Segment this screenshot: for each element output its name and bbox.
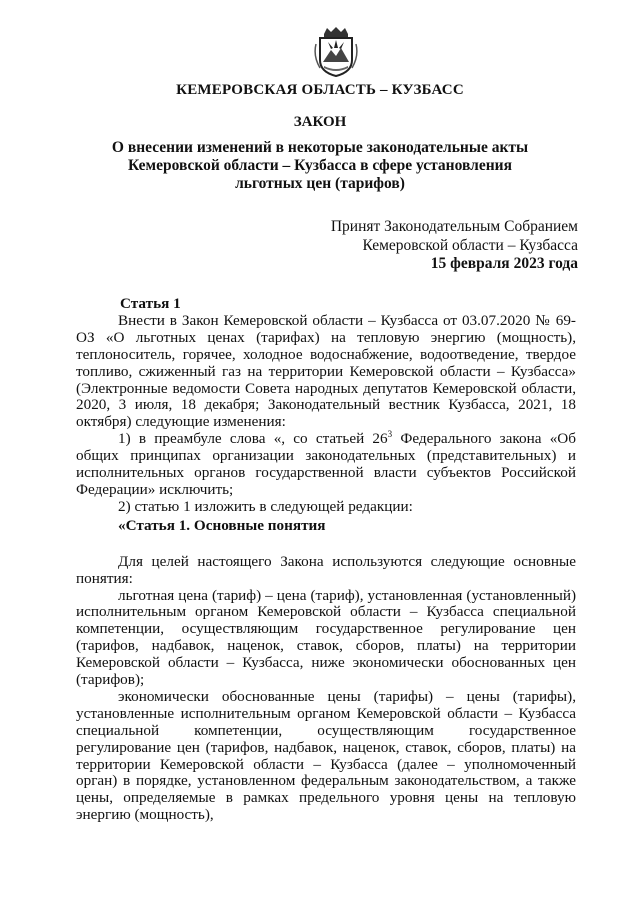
adoption-date: 15 февраля 2023 года <box>430 255 578 272</box>
footnote-superscript: 3 <box>387 429 393 440</box>
definition-paragraph: льготная цена (тариф) – цена (тариф), установленная (установленный) исполнительным органом Кемеровской области – Кузбасса специальной компетенции, осуществляющим государственное регулирование цен (тарифов, надбавок, наценок, ставок, сборов, платы) на территории Кемеровской области – Кузбасса, ниже экономически обоснованных цен (тарифов); <box>76 586 576 689</box>
concepts-intro: Для целей настоящего Закона используются следующие основные понятия: <box>76 552 576 587</box>
amendment-item-1-text-cont: Федерального закона «Об общих принципах организации законодательных (представительных) и исполнительных органов государственной власти субъектов Российской Федерации» исключить; <box>76 430 576 498</box>
definition-paragraph: экономически обоснованные цены (тарифы) – цены (тарифы), установленные исполнительным органом Кемеровской области – Кузбасса специальной компетенции, осуществляющим государственное регулирование цен (тарифов, надбавок, наценок, ставок, сборов, платы) на территории Кемеровской области – Кузбасса (далее – уполномоченный орган) в порядке, установленном федеральным законодательством, а также цены, определяемые в рамках предельного уровня цены на тепловую энергию (мощность), <box>76 687 576 824</box>
article-heading: Статья 1 <box>120 295 181 312</box>
adoption-line: Принят Законодательным Собранием <box>330 218 578 235</box>
amendment-item-1 <box>76 431 576 499</box>
law-title-line: Кемеровской области – Кузбасса в сфере установления <box>128 157 512 174</box>
article-intro: Внести в Закон Кемеровской области – Кузбасса от 03.07.2020 № 69-ОЗ «О льготных ценах (тарифах) на тепловую энергию (мощность), теплоноситель, горячее, холодное водоснабжение, водоотведение, твердое топливо, сжиженный газ на территории Кемеровской области – Кузбасса» (Электронные ведомости Совета народных депутатов Кемеровской области, 2020, 3 июля, 18 декабря; Законодательный вестник Кузбасса, 2021, 18 октября) следующие изменения: <box>76 311 576 431</box>
quoted-article-heading: «Статья 1. Основные понятия <box>118 516 326 534</box>
document-body <box>76 296 576 824</box>
adoption-line: Кемеровской области – Кузбасса <box>362 236 578 254</box>
amendment-item-1-text: 1) в преамбуле слова «, со статьей 26 <box>118 430 388 448</box>
document-type: ЗАКОН <box>293 114 347 130</box>
law-title <box>60 139 580 193</box>
region-heading: КЕМЕРОВСКАЯ ОБЛАСТЬ – КУЗБАСС <box>176 82 464 98</box>
law-title-line: льготных цен (тарифов) <box>235 175 405 192</box>
coat-of-arms-icon <box>314 26 358 78</box>
adoption-block <box>331 218 578 274</box>
amendment-item-2: 2) статью 1 изложить в следующей редакции: <box>118 497 413 515</box>
law-title-line: О внесении изменений в некоторые законодательные акты <box>111 139 529 156</box>
